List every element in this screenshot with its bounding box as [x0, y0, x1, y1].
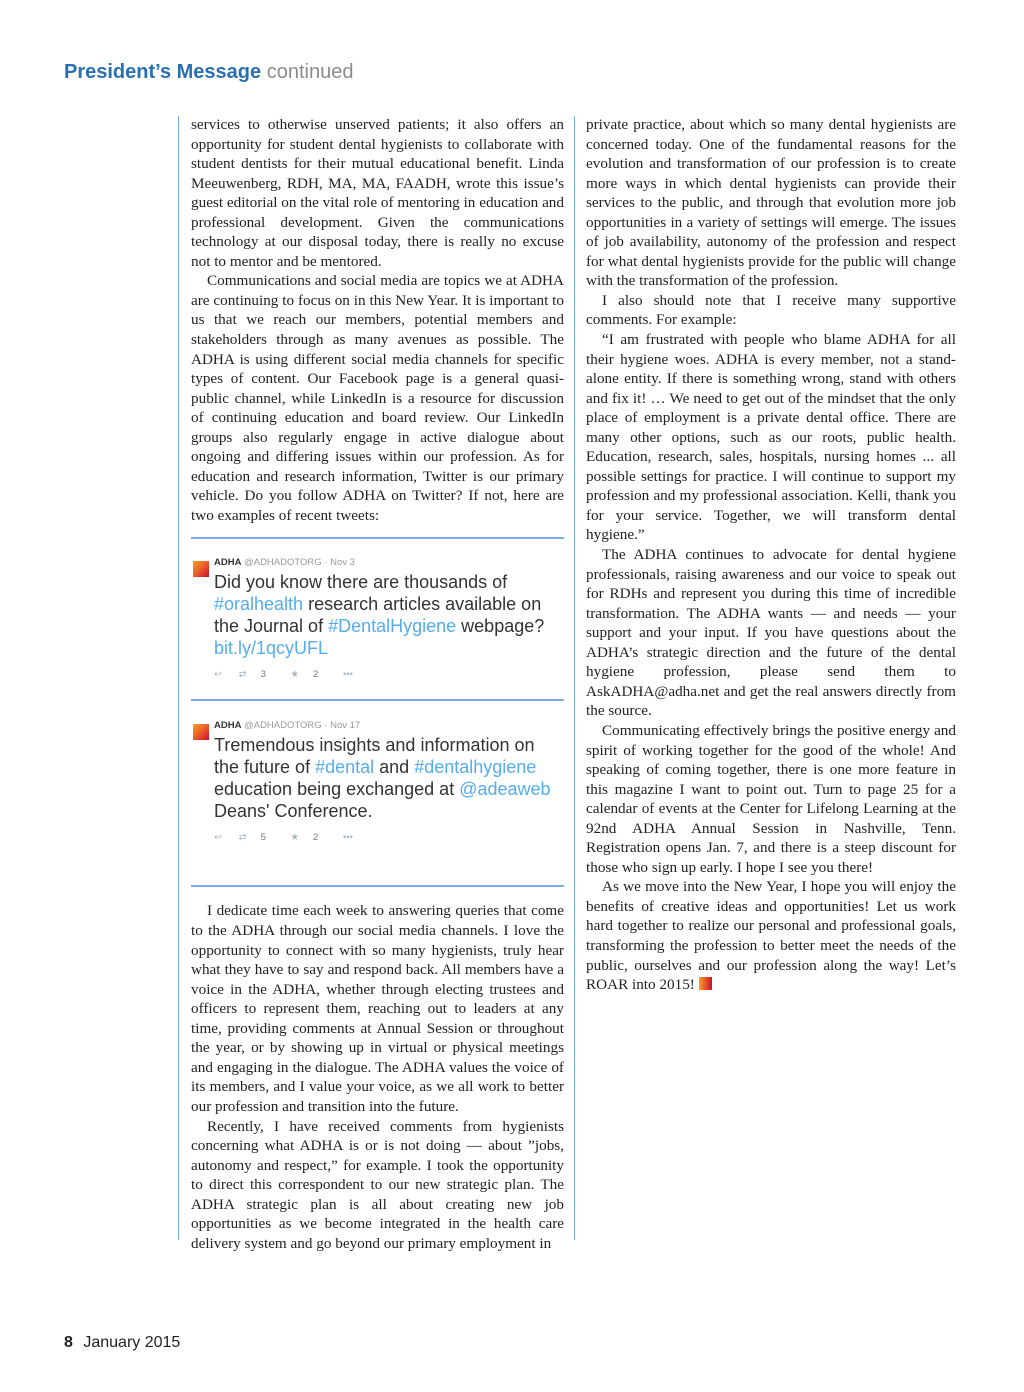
- section-title: President’s Message: [64, 61, 262, 83]
- tweet-date: · Nov 17: [324, 720, 361, 732]
- issue-date: January 2015: [83, 1334, 181, 1351]
- tweet-text-part: Deans' Conference.: [214, 801, 373, 822]
- reply-icon[interactable]: ↩: [214, 669, 222, 681]
- favorite-count: 2: [313, 832, 319, 844]
- tweet-author: ADHA: [214, 720, 242, 732]
- paragraph: Communicating effectively brings the positive energy and spirit of working together for the good of the whole! And speaking of coming together, there is one more feature in this magazine I want to point out. Turn to page 25 for a calendar of events at the Center for Lifelong Learning at the 92nd ADHA Annual Session in Nashville, Tenn. Registration opens Jan. 7, and there is a steep discount for those who sign up early. I hope I see you there!: [586, 721, 956, 876]
- paragraph: private practice, about which so many dental hygienists are concerned today. One of the fundamental reasons for the evolution and transformation of our profession is to create more ways in which dental hygienists can provide their services to the public, and through that evolution more job opportunities in a variety of settings will emerge. The issues of job availability, autonomy of the profession and respect for what dental hygienists provide for the public will change with the transformation of the profession.: [586, 116, 956, 290]
- mention-link[interactable]: @adeaweb: [459, 779, 551, 800]
- adha-logo-icon: [193, 724, 209, 740]
- end-mark-icon: [699, 977, 712, 990]
- paragraph: services to otherwise unserved patients; it also offers an opportunity for student dental hygienists to collaborate with student dentists for their mutual educational benefit. Linda Meeuwenberg, RDH, MA, MA, FAADH, wrote this issue’s guest editorial on the vital role of mentoring in education and professional development. Given the communications technology at our disposal today, there is really no excuse not to mentor and be mentored.: [191, 116, 564, 270]
- right-column: [586, 115, 956, 995]
- paragraph: Recently, I have received comments from hygienists concerning what ADHA is or is not doing — about ”jobs, autonomy and respect,” for example. I took the opportunity to direct this correspondent to our new strategic plan. The ADHA strategic plan is all about creating new job opportunities as we become integrated in the health care delivery system and go beyond our primary employment in: [191, 1117, 564, 1252]
- star-icon[interactable]: ★: [290, 832, 300, 844]
- page-header: [64, 58, 353, 86]
- tweet-date: · Nov 3: [324, 557, 355, 569]
- tweet-text: [214, 571, 559, 659]
- tweet-header: [214, 720, 360, 732]
- star-icon[interactable]: ★: [290, 669, 300, 681]
- tweet-separator: [191, 699, 564, 701]
- tweet-text-part: Did you know there are thousands of: [214, 572, 508, 593]
- more-icon[interactable]: •••: [342, 832, 353, 844]
- tweet: [193, 720, 564, 860]
- closing-paragraph: [586, 877, 956, 994]
- page-footer: [64, 1333, 180, 1353]
- paragraph: Communications and social media are topics we at ADHA are continuing to focus on in this New Year. It is important to us that we reach our members, potential members and stakeholders through as many avenues as possible. The ADHA is using different social media channels for specific types of content. Our Facebook page is a general quasi-public channel, while LinkedIn is a resource for discussion of continuing education and board review. Our LinkedIn groups also regularly engage in active dialogue about ongoing and differing issues within our profession. As for education and research information, Twitter is our primary vehicle. Do you follow ADHA on Twitter? If not, here are two examples of recent tweets:: [191, 272, 564, 524]
- left-column-rule: [178, 116, 179, 1240]
- closing-text: As we move into the New Year, I hope you will enjoy the benefits of creative ideas and opportunities! Let us work hard together to realize our personal and professional goals, transforming the profession to better meet the needs of the public, ourselves and our profession along the way! Let’s ROAR into 2015!: [586, 878, 956, 994]
- column-divider-rule: [574, 116, 575, 1240]
- tweet-text: [214, 734, 559, 822]
- adha-logo-icon: [193, 561, 209, 577]
- hashtag-link[interactable]: #oralhealth: [214, 594, 304, 615]
- tweet-handle: @ADHADOTORG: [244, 720, 322, 732]
- left-column: [191, 115, 564, 1253]
- quote-paragraph: “I am frustrated with people who blame ADHA for all their hygiene woes. ADHA is every member, not a stand-alone entity. If there is something wrong, stand with others and fix it! … We need to get out of the mindset that the only place of employment is a private dental office. There are many other options, such as our roots, public health. Education, research, sales, hospitals, nursing homes ... all possible settings for practice. I will continue to support my profession and my professional association. Kelli, thank you for your service. Together, we will transform dental hygiene.”: [586, 331, 956, 544]
- tweet-text-part: Tremendous insights and information on the future of: [214, 735, 535, 778]
- reply-icon[interactable]: ↩: [214, 832, 222, 844]
- tweet-actions: [214, 828, 367, 848]
- tweet: [193, 557, 564, 697]
- retweet-count: 5: [260, 832, 266, 844]
- favorite-count: 2: [313, 669, 319, 681]
- tweet-text-part: webpage?: [456, 616, 545, 637]
- tweet-actions: [214, 665, 367, 685]
- retweet-count: 3: [260, 669, 266, 681]
- hashtag-link[interactable]: #dentalhygiene: [414, 757, 537, 778]
- tweet-text-part: education being exchanged at: [214, 779, 460, 800]
- tweet-author: ADHA: [214, 557, 242, 569]
- page-number: 8: [64, 1334, 73, 1351]
- more-icon[interactable]: •••: [342, 669, 353, 681]
- tweets-box: [191, 537, 564, 887]
- section-continued-label: continued: [266, 61, 354, 83]
- tweet-text-part: research articles available on the Journal of: [214, 594, 542, 637]
- retweet-icon[interactable]: ⇄: [238, 669, 247, 681]
- paragraph: I also should note that I receive many supportive comments. For example:: [586, 291, 956, 329]
- tweet-handle: @ADHADOTORG: [244, 557, 322, 569]
- tweet-header: [214, 557, 355, 569]
- hashtag-link[interactable]: #DentalHygiene: [328, 616, 457, 637]
- retweet-icon[interactable]: ⇄: [238, 832, 247, 844]
- paragraph: The ADHA continues to advocate for dental hygiene professionals, raising awareness and our voice to speak out for RDHs and represent you during this time of incredible transformation. The ADHA wants — and needs — your support and your input. If you have questions about the ADHA’s strategic direction and the future of the dental hygiene profession, please send them to AskADHA@adha.net and get the real answers directly from the source.: [586, 546, 956, 720]
- tweet-link[interactable]: bit.ly/1qcyUFL: [214, 638, 329, 659]
- tweet-text-part: and: [374, 757, 415, 778]
- hashtag-link[interactable]: #dental: [315, 757, 375, 778]
- paragraph: I dedicate time each week to answering queries that come to the ADHA through our social media channels. I love the opportunity to connect with so many hygienists, truly hear what they have to say and respond back. All members have a voice in the ADHA, whether through electing trustees and officers to represent them, reaching out to leaders at any time, providing comments at Annual Session or throughout the year, or by showing up in virtual or physical meetings and engaging in the dialogue. The ADHA values the voice of its members, and I value your voice, as we all work to better our profession and transition into the future.: [191, 902, 564, 1115]
